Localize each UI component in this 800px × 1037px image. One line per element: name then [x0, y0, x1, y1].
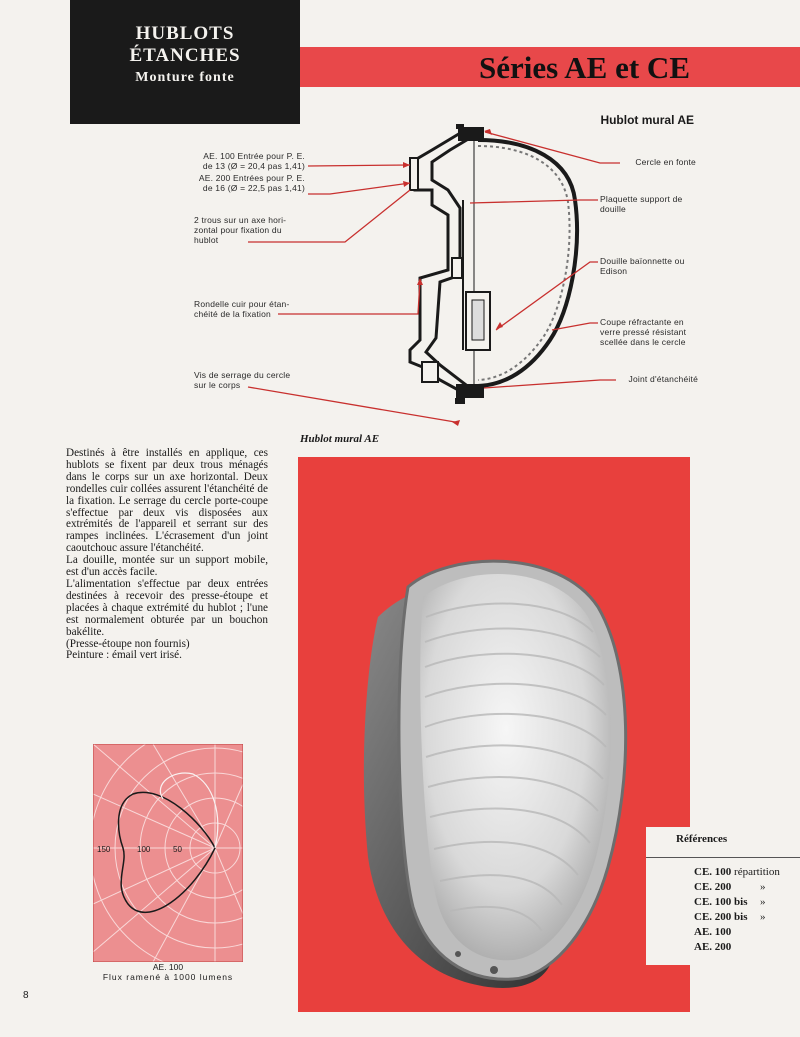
label-rondelle-cuir: Rondelle cuir pour étan- chéité de la fixation: [194, 299, 290, 319]
hublot-photo: [298, 457, 690, 1012]
reference-item: CE. 100 répartition: [694, 866, 780, 878]
references-title: Références: [676, 833, 728, 845]
photo-caption: Hublot mural AE: [300, 433, 380, 445]
description-paragraph: La douille, montée sur un support mobile, est d'un accès facile.: [66, 554, 268, 579]
label-joint-etancheite: Joint d'étanchéité: [628, 374, 698, 384]
label-cercle-fonte: Cercle en fonte: [635, 157, 696, 167]
description-paragraph: L'alimentation s'effectue par deux entrées destinées à recevoir des presse-étoupe et placées à chaque extrémité du hublot ; l'une est normalement obturée par un bouchon bakélite.: [66, 577, 268, 638]
description-paragraph: Peinture : émail vert irisé.: [66, 649, 182, 662]
reference-item: CE. 100 bis »: [694, 896, 766, 908]
description-paragraph: Destinés à être installés en applique, ces hublots se fixent par deux trous ménagés dans le corps sur un axe horizontal. Deux rondelles cuir collées assurent l'étanchéité de la fixation. Le serrage du cercle porte-coupe s'effectue par deux vis disposées aux extrémités de l'appareil et serrant sur des rampes inclinées. L'écrasement d'un joint caoutchouc assure l'étanchéité.: [66, 447, 268, 555]
title-line-1: HUBLOTS: [135, 23, 235, 44]
label-ae100-entree: AE. 100 Entrée pour P. E. de 13 (Ø = 20,4 pas 1,41): [202, 151, 305, 171]
description-paragraph: (Presse-étoupe non fournis): [66, 637, 190, 650]
polar-photometric-diagram: [93, 744, 243, 962]
reference-item: AE. 200: [694, 941, 732, 953]
label-douille: Douille baïonnette ou Edison: [600, 256, 685, 276]
reference-item: CE. 200 »: [694, 881, 766, 893]
diagram-title: Hublot mural AE: [600, 113, 694, 127]
polar-scale-label: 100: [137, 845, 151, 854]
series-title: Séries AE et CE: [479, 50, 690, 85]
label-plaquette-support: Plaquette support de douille: [600, 194, 683, 214]
label-vis-serrage: Vis de serrage du cercle sur le corps: [194, 370, 291, 390]
reference-item: CE. 200 bis »: [694, 911, 766, 923]
reference-item: AE. 100: [694, 926, 732, 938]
description-text: [66, 448, 268, 662]
cross-section-diagram: [0, 0, 800, 430]
page-number: 8: [23, 990, 29, 1001]
polar-caption-model: AE. 100: [152, 962, 184, 972]
references-divider: [646, 857, 800, 858]
label-trous-fixation: 2 trous sur un axe hori- zontal pour fixation du hublot: [194, 215, 287, 245]
label-coupe-refractante: Coupe réfractante en verre pressé résistant scellée dans le cercle: [600, 317, 687, 347]
title-line-2: ÉTANCHES: [129, 45, 241, 66]
polar-scale-label: 150: [97, 845, 111, 854]
title-subtitle: Monture fonte: [135, 70, 235, 85]
polar-scale-label: 50: [173, 845, 182, 854]
polar-caption-flux: Flux ramené à 1000 lumens: [102, 972, 234, 982]
label-ae200-entrees: AE. 200 Entrées pour P. E. de 16 (Ø = 22,5 pas 1,41): [198, 173, 305, 193]
